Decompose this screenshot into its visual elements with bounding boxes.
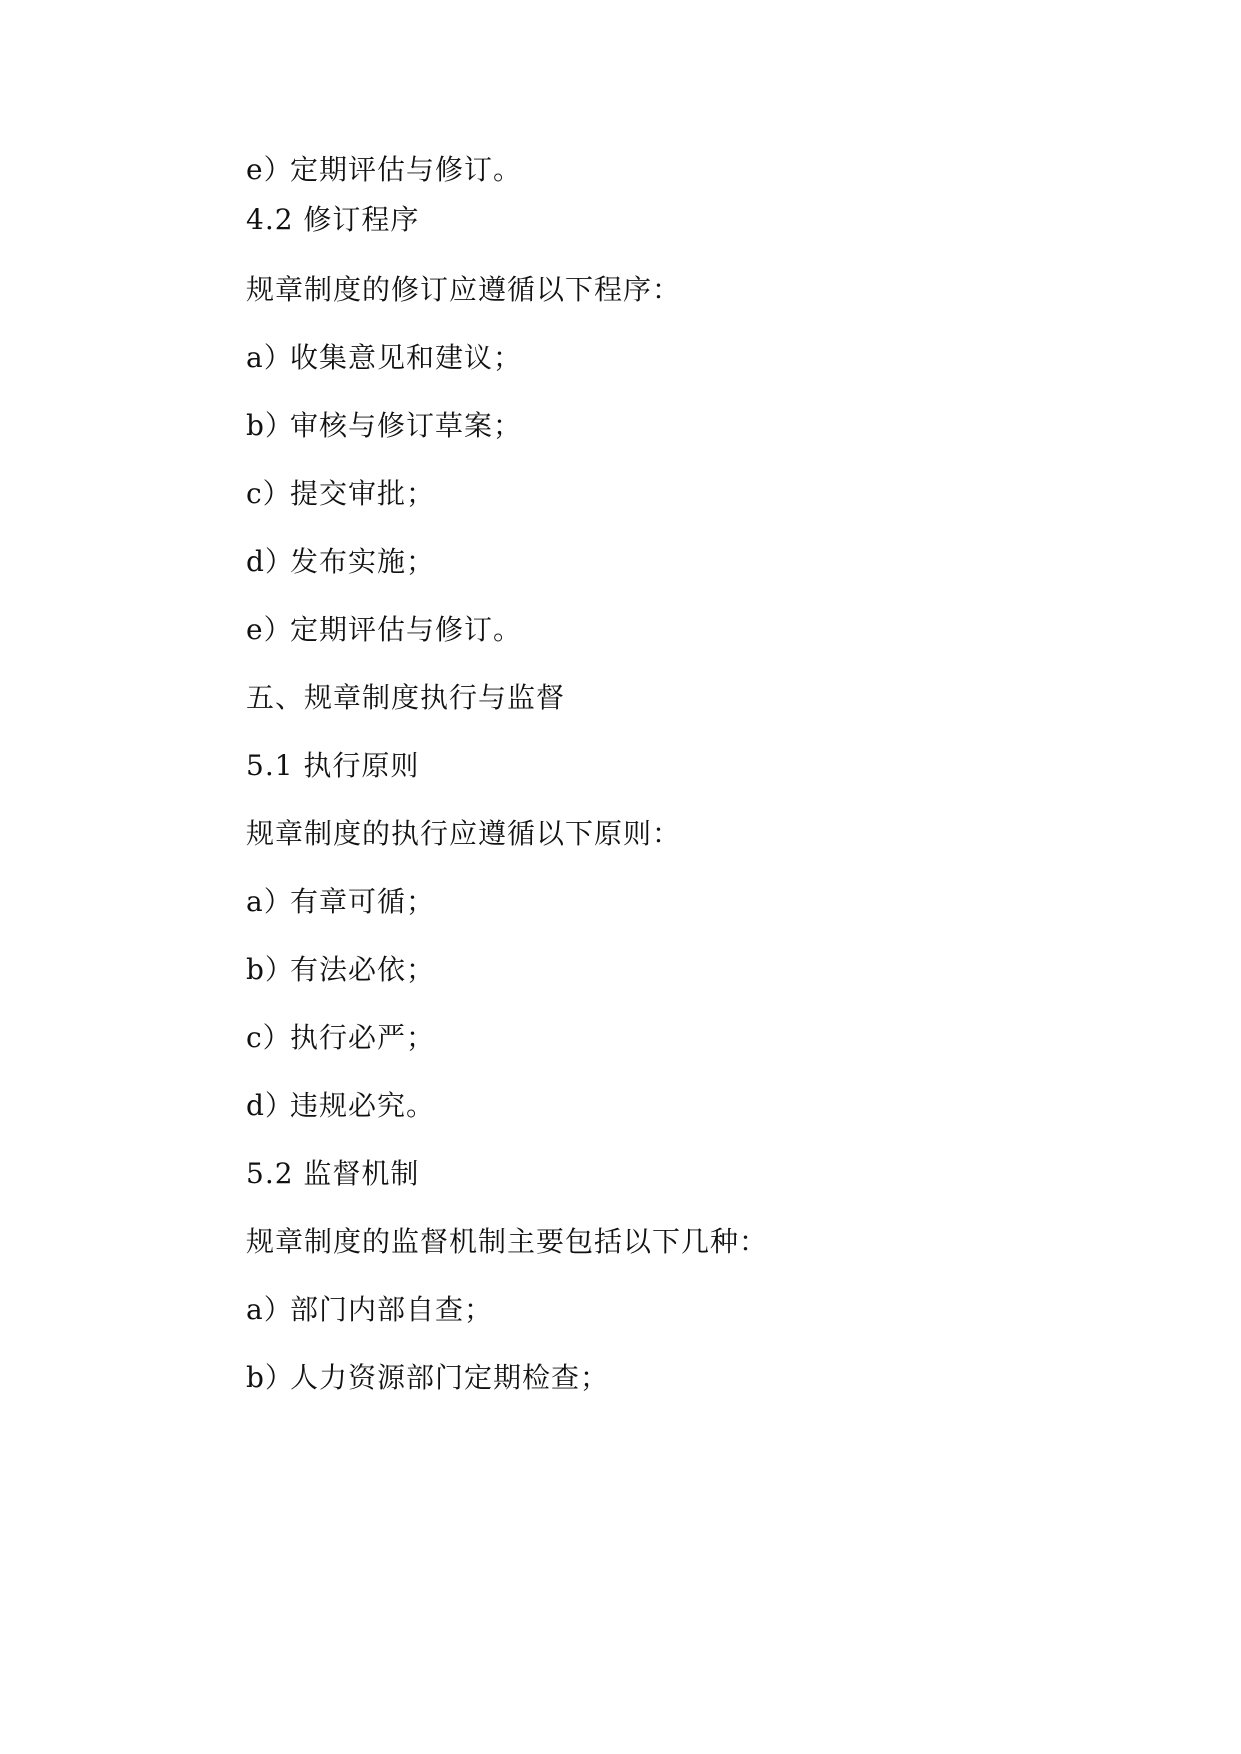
section-heading-5-1: 5.1 执行原则 <box>246 749 420 782</box>
chapter-heading-5: 五、规章制度执行与监督 <box>246 681 566 714</box>
list-item-text: 提交审批； <box>290 477 436 510</box>
list-marker: a） <box>246 341 293 374</box>
list-item-d <box>246 1086 435 1126</box>
list-item-text: 有法必依； <box>290 953 436 986</box>
list-item-text: 执行必严； <box>290 1021 436 1054</box>
list-marker: b） <box>246 409 294 442</box>
list-marker: c） <box>246 1021 292 1054</box>
list-item-text: 有章可循； <box>290 885 436 918</box>
list-item-a <box>246 1290 493 1330</box>
list-marker: d） <box>246 545 294 578</box>
list-item-c <box>246 474 435 514</box>
list-item-text: 部门内部自查； <box>290 1293 494 1326</box>
list-item-text: 违规必究。 <box>290 1089 436 1122</box>
list-marker: e） <box>246 153 293 186</box>
list-item-b <box>246 406 522 446</box>
list-item-text: 审核与修订草案； <box>290 409 523 442</box>
list-item-c <box>246 1018 435 1058</box>
section-heading-4-2: 4.2 修订程序 <box>246 203 420 236</box>
list-item-e <box>246 150 522 190</box>
paragraph-text: 规章制度的监督机制主要包括以下几种： <box>246 1225 769 1258</box>
list-item-text: 定期评估与修订。 <box>290 613 523 646</box>
list-item-e <box>246 610 522 650</box>
list-item-text: 定期评估与修订。 <box>290 153 523 186</box>
list-item-text: 发布实施； <box>290 545 436 578</box>
list-item-text: 收集意见和建议； <box>290 341 523 374</box>
list-item-text: 人力资源部门定期检查； <box>290 1361 610 1394</box>
list-marker: a） <box>246 1293 293 1326</box>
section-heading-5-2: 5.2 监督机制 <box>246 1157 420 1190</box>
list-marker: d） <box>246 1089 294 1122</box>
list-marker: b） <box>246 953 294 986</box>
paragraph-text: 规章制度的执行应遵循以下原则： <box>246 817 682 850</box>
list-item-d <box>246 542 435 582</box>
list-item-b <box>246 950 435 990</box>
list-item-a <box>246 882 435 922</box>
list-marker: b） <box>246 1361 294 1394</box>
list-item-a <box>246 338 522 378</box>
paragraph-text: 规章制度的修订应遵循以下程序： <box>246 273 682 306</box>
list-item-b <box>246 1358 609 1398</box>
list-marker: c） <box>246 477 292 510</box>
list-marker: e） <box>246 613 293 646</box>
list-marker: a） <box>246 885 293 918</box>
